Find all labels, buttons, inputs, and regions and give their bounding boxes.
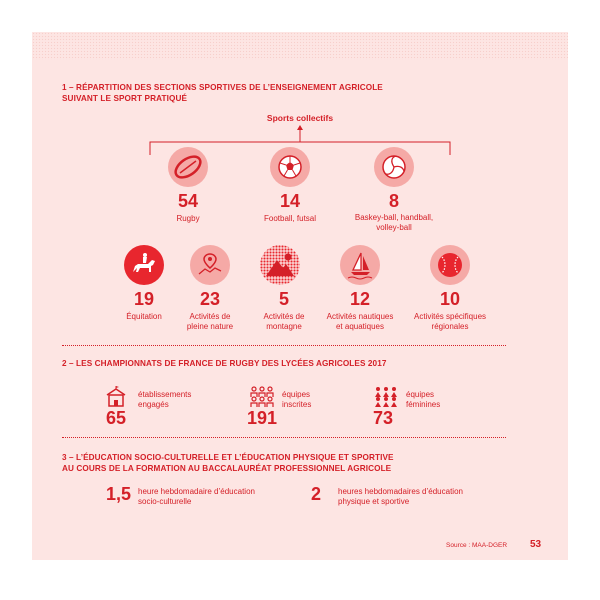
baseball-icon bbox=[430, 245, 470, 285]
equipes-feminines-label-line2: féminines bbox=[406, 400, 441, 409]
section1-title-line1: 1 – RÉPARTITION DES SECTIONS SPORTIVES DE L’ENSEIGNEMENT AGRICOLE bbox=[62, 83, 383, 92]
esc-hours-label bbox=[138, 487, 255, 507]
section3-title-line2: AU COURS DE LA FORMATION AU BACCALAURÉAT PROFESSIONNEL AGRICOLE bbox=[62, 464, 392, 473]
etablissements-label-line2: engagés bbox=[138, 400, 169, 409]
equipes-inscrites-value: 191 bbox=[247, 408, 278, 428]
montagne-value: 5 bbox=[278, 289, 289, 309]
nautique-label-line1: Activités nautiques bbox=[326, 312, 394, 321]
equipes-feminines-label-line1: équipes bbox=[406, 390, 435, 399]
horse-rider-icon bbox=[124, 245, 164, 285]
equipes-feminines-label bbox=[406, 390, 440, 410]
rugby-ball-icon bbox=[168, 147, 208, 187]
nature-value: 23 bbox=[199, 289, 221, 309]
rugby-label: Rugby bbox=[176, 214, 200, 223]
sailboat-icon bbox=[340, 245, 380, 285]
basket-label bbox=[344, 213, 444, 233]
section3-title-line1: 3 – L’ÉDUCATION SOCIO-CULTURELLE ET L’ÉDUCATION PHYSIQUE ET SPORTIVE bbox=[62, 453, 394, 462]
soccer-ball-icon bbox=[270, 147, 310, 187]
nautique-label-line2: et aquatiques bbox=[335, 322, 385, 331]
volleyball-icon bbox=[374, 147, 414, 187]
divider bbox=[62, 345, 506, 346]
esc-hours-label-line1: heure hebdomadaire d’éducation bbox=[138, 487, 255, 496]
mountain-icon bbox=[260, 245, 300, 285]
esc-hours-value: 1,5 bbox=[106, 484, 132, 504]
equipes-inscrites-label-line2: inscrites bbox=[282, 400, 312, 409]
divider bbox=[62, 437, 506, 438]
equipes-feminines-value: 73 bbox=[373, 408, 394, 428]
regionales-value: 10 bbox=[439, 289, 461, 309]
team-icon bbox=[248, 386, 276, 408]
etablissements-label-line1: établissements bbox=[138, 390, 192, 399]
section1-title-line2: SUIVANT LE SPORT PRATIQUÉ bbox=[62, 94, 188, 103]
montagne-label-line2: montagne bbox=[266, 322, 302, 331]
football-value: 14 bbox=[279, 191, 301, 211]
regionales-label-line1: Activités spécifiques bbox=[413, 312, 487, 321]
map-pin-icon bbox=[190, 245, 230, 285]
nautique-label bbox=[310, 312, 410, 332]
section3-title bbox=[62, 452, 394, 474]
basket-value: 8 bbox=[388, 191, 399, 211]
equipes-inscrites-label bbox=[282, 390, 311, 410]
basket-label-line2: volley-ball bbox=[376, 223, 412, 232]
regionales-label-line2: régionales bbox=[431, 322, 469, 331]
regionales-label bbox=[400, 312, 500, 332]
montagne-label-line1: Activités de bbox=[263, 312, 305, 321]
equitation-value: 19 bbox=[133, 289, 155, 309]
source-note: Source : MAA-DGER bbox=[446, 542, 508, 549]
etablissements-label bbox=[138, 390, 191, 410]
nature-label-line1: Activités de bbox=[189, 312, 231, 321]
nature-label-line2: pleine nature bbox=[186, 322, 234, 331]
eps-hours-value: 2 bbox=[311, 484, 322, 504]
collectifs-label: Sports collectifs bbox=[266, 113, 334, 123]
eps-hours-label-line1: heures hebdomadaires d’éducation bbox=[338, 487, 463, 496]
esc-hours-label-line2: socio-culturelle bbox=[138, 497, 192, 506]
women-team-icon bbox=[372, 386, 400, 408]
section2-title: 2 – LES CHAMPIONNATS DE FRANCE DE RUGBY DES LYCÉES AGRICOLES 2017 bbox=[62, 359, 387, 368]
equitation-label-line1: Équitation bbox=[126, 312, 162, 321]
rugby-value: 54 bbox=[177, 191, 199, 211]
football-label: Football, futsal bbox=[263, 214, 317, 223]
etablissements-value: 65 bbox=[106, 408, 127, 428]
basket-label-line1: Baskey-ball, handball, bbox=[354, 213, 434, 222]
nautique-value: 12 bbox=[349, 289, 371, 309]
eps-hours-label-line2: physique et sportive bbox=[338, 497, 410, 506]
page-number: 53 bbox=[530, 539, 542, 550]
equipes-inscrites-label-line1: équipes bbox=[282, 390, 311, 399]
school-building-icon bbox=[105, 386, 127, 408]
eps-hours-label bbox=[338, 487, 463, 507]
